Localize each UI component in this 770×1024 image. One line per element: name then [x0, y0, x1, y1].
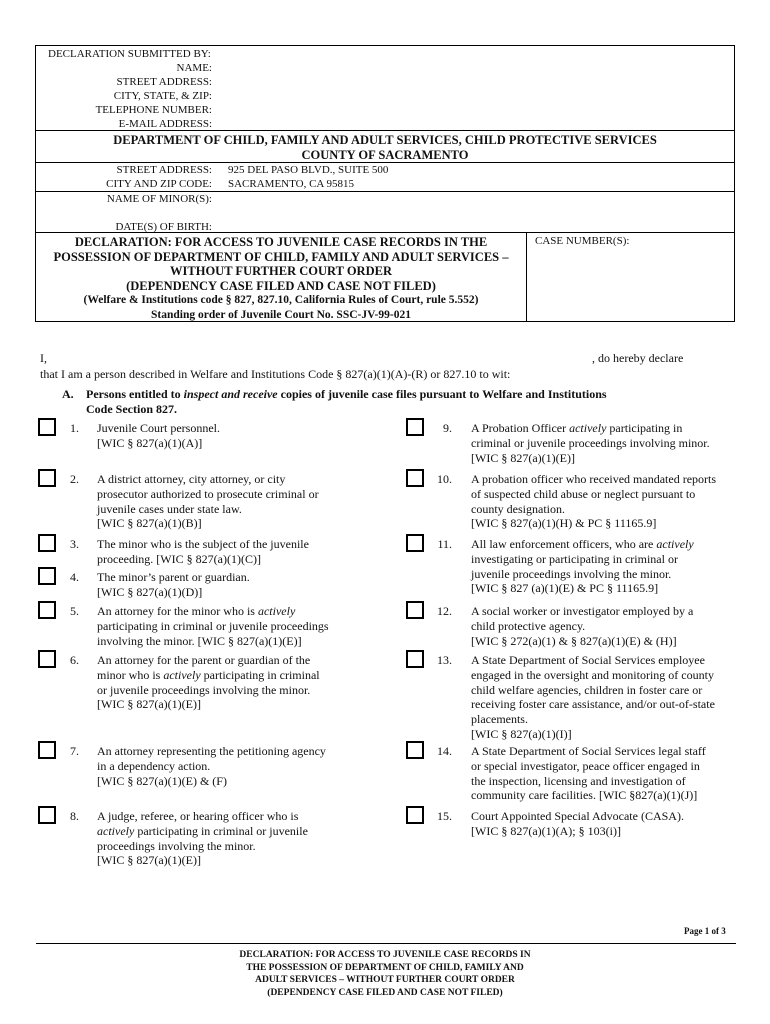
item-line: proceedings involving the minor.: [97, 838, 256, 853]
item-line: prosecutor authorized to prosecute criminal or: [97, 486, 319, 501]
item-line: participating in criminal or juvenile proceedings: [97, 618, 329, 633]
email-label: E-MAIL ADDRESS:: [118, 118, 212, 130]
footer-line: DECLARATION: FOR ACCESS TO JUVENILE CASE RECORDS IN: [239, 950, 531, 960]
item-line: [WIC § 827(a)(1)(I)]: [471, 726, 572, 741]
item-line: [WIC § 827(a)(1)(B)]: [97, 516, 202, 531]
section-a-letter: A.: [62, 387, 74, 401]
page-number: Page 1 of 3: [684, 926, 726, 936]
item-2-checkbox[interactable]: [38, 469, 56, 487]
county-name: COUNTY OF SACRAMENTO: [301, 148, 469, 162]
item-line: in a dependency action.: [97, 758, 211, 773]
item-number: 1.: [70, 421, 79, 435]
item-line: An attorney for the minor who is actively: [97, 604, 296, 618]
item-line: county designation.: [471, 501, 565, 516]
item-number: 15.: [437, 809, 452, 823]
item-5-text: [97, 604, 347, 648]
form-title: [36, 233, 527, 322]
item-number: 9.: [443, 421, 452, 435]
title-line: POSSESSION OF DEPARTMENT OF CHILD, FAMILY AND ADULT SERVICES –: [53, 249, 509, 264]
item-number: 12.: [437, 604, 452, 618]
name-label: NAME:: [176, 62, 212, 74]
item-line: A social worker or investigator employed by a: [471, 604, 694, 618]
item-number: 3.: [70, 537, 79, 551]
item-line: juvenile cases under state law.: [97, 501, 242, 516]
divider: [36, 162, 734, 163]
item-line: child welfare agencies, children in foster care or: [471, 682, 703, 697]
dept-street-value: 925 DEL PASO BLVD., SUITE 500: [228, 164, 389, 176]
department-name: DEPARTMENT OF CHILD, FAMILY AND ADULT SERVICES, CHILD PROTECTIVE SERVICES: [113, 133, 657, 147]
item-line: A district attorney, city attorney, or city: [97, 472, 286, 486]
footer-divider: [36, 943, 736, 944]
declaration-statement: that I am a person described in Welfare and Institutions Code § 827(a)(1)(A)-(R) or 827.10 to wit:: [40, 367, 511, 381]
item-line: A State Department of Social Services legal staff: [471, 744, 706, 758]
submitted-by-label: DECLARATION SUBMITTED BY:: [48, 48, 211, 60]
minor-name-label: NAME OF MINOR(S):: [106, 193, 212, 205]
item-number: 4.: [70, 570, 79, 584]
item-line: [WIC § 827(a)(1)(H) & PC § 11165.9]: [471, 516, 657, 531]
item-line: [WIC § 827(a)(1)(E)]: [97, 697, 201, 712]
item-line: An attorney representing the petitioning agency: [97, 744, 326, 758]
item-15-text: [471, 809, 736, 839]
item-15-checkbox[interactable]: [406, 806, 424, 824]
item-line: [WIC § 827(a)(1)(A); § 103(i)]: [471, 823, 621, 838]
item-line: Juvenile Court personnel.: [97, 421, 220, 435]
item-line: [WIC § 272(a)(1) & § 827(a)(1)(E) & (H)]: [471, 633, 677, 648]
item-number: 14.: [437, 744, 452, 758]
item-11-text: [471, 537, 736, 596]
item-14-text: [471, 744, 736, 803]
section-a-heading-line2: Code Section 827.: [86, 402, 177, 416]
item-7-checkbox[interactable]: [38, 741, 56, 759]
item-line: investigating or participating in criminal or: [471, 551, 678, 566]
item-5-checkbox[interactable]: [38, 601, 56, 619]
section-a-pre: Persons entitled to: [86, 387, 181, 401]
item-7-text: [97, 744, 347, 788]
title-line: (DEPENDENCY CASE FILED AND CASE NOT FILED): [126, 278, 436, 293]
item-1-checkbox[interactable]: [38, 418, 56, 436]
title-line: Standing order of Juvenile Court No. SSC-JV-99-021: [151, 308, 411, 321]
item-1-text: [97, 421, 347, 451]
item-13-text: [471, 653, 736, 742]
item-9-text: [471, 421, 736, 465]
divider: [36, 191, 734, 192]
item-12-text: [471, 604, 736, 648]
footer-line: ADULT SERVICES – WITHOUT FURTHER COURT ORDER: [255, 975, 515, 985]
item-10-text: [471, 472, 736, 531]
item-8-text: [97, 809, 347, 868]
item-line: engaged in the oversight and monitoring of county: [471, 667, 714, 682]
item-line: A probation officer who received mandated reports: [471, 472, 717, 486]
section-a-emphasis: inspect and receive: [183, 387, 278, 401]
dob-label: DATE(S) OF BIRTH:: [115, 221, 212, 233]
item-4-text: [97, 570, 347, 600]
item-line: receiving foster care assistance, and/or out-of-state: [471, 697, 715, 712]
item-line: A Probation Officer actively participating in: [471, 421, 683, 435]
item-10-checkbox[interactable]: [406, 469, 424, 487]
item-3-checkbox[interactable]: [38, 534, 56, 552]
item-12-checkbox[interactable]: [406, 601, 424, 619]
divider: [36, 130, 734, 131]
item-line: The minor who is the subject of the juvenile: [97, 537, 309, 551]
item-line: A judge, referee, or hearing officer who is: [97, 809, 299, 823]
item-number: 13.: [437, 653, 452, 667]
item-number: 8.: [70, 809, 79, 823]
item-line: The minor’s parent or guardian.: [97, 570, 250, 584]
item-13-checkbox[interactable]: [406, 650, 424, 668]
item-line: minor who is actively participating in criminal: [97, 667, 320, 682]
item-line: [WIC § 827(a)(1)(E)]: [97, 853, 201, 868]
item-line: [WIC § 827(a)(1)(E)]: [471, 450, 575, 465]
footer-line: THE POSSESSION OF DEPARTMENT OF CHILD, FAMILY AND: [246, 962, 524, 973]
item-line: or special investigator, peace officer engaged in: [471, 758, 700, 773]
item-line: of suspected child abuse or neglect pursuant to: [471, 486, 696, 501]
item-line: placements.: [471, 712, 528, 727]
item-line: community care facilities. [WIC §827(a)(1)(J)]: [471, 788, 698, 803]
item-line: [WIC § 827(a)(1)(E) & (F): [97, 773, 227, 788]
item-number: 7.: [70, 744, 79, 758]
section-a-post: copies of juvenile case files pursuant to Welfare and Institutions: [280, 387, 607, 401]
item-line: proceeding. [WIC § 827(a)(1)(C)]: [97, 551, 261, 566]
item-number: 11.: [437, 537, 452, 551]
title-line: (Welfare & Institutions code § 827, 827.10, California Rules of Court, rule 5.552): [83, 294, 479, 306]
item-line: or juvenile proceedings involving the minor.: [97, 682, 311, 697]
footer-line: (DEPENDENCY CASE FILED AND CASE NOT FILED): [267, 987, 503, 998]
item-line: the inspection, licensing and investigation of: [471, 773, 686, 788]
item-line: Court Appointed Special Advocate (CASA).: [471, 809, 684, 823]
item-line: A State Department of Social Services employee: [471, 653, 705, 667]
street-address-label: STREET ADDRESS:: [116, 76, 212, 88]
title-line: DECLARATION: FOR ACCESS TO JUVENILE CASE RECORDS IN THE: [74, 235, 488, 249]
section-a-heading: [86, 387, 726, 402]
item-line: [WIC § 827 (a)(1)(E) & PC § 11165.9]: [471, 581, 659, 596]
item-line: All law enforcement officers, who are actively: [471, 537, 694, 551]
item-line: An attorney for the parent or guardian of the: [97, 653, 311, 667]
dept-city-label: CITY AND ZIP CODE:: [106, 178, 212, 190]
item-6-text: [97, 653, 347, 712]
item-14-checkbox[interactable]: [406, 741, 424, 759]
item-6-checkbox[interactable]: [38, 650, 56, 668]
item-3-text: [97, 537, 347, 567]
item-2-text: [97, 472, 347, 531]
item-11-checkbox[interactable]: [406, 534, 424, 552]
hereby-declare: , do hereby declare: [592, 351, 684, 365]
item-line: child protective agency.: [471, 618, 586, 633]
city-state-zip-label: CITY, STATE, & ZIP:: [113, 90, 212, 102]
dept-city-value: SACRAMENTO, CA 95815: [228, 178, 355, 190]
item-9-checkbox[interactable]: [406, 418, 424, 436]
item-8-checkbox[interactable]: [38, 806, 56, 824]
item-number: 10.: [437, 472, 452, 486]
item-line: actively participating in criminal or juvenile: [97, 823, 308, 838]
item-line: juvenile proceedings involving the minor.: [471, 566, 672, 581]
item-line: [WIC § 827(a)(1)(A)]: [97, 435, 203, 450]
title-line: WITHOUT FURTHER COURT ORDER: [170, 264, 392, 278]
telephone-label: TELEPHONE NUMBER:: [95, 104, 212, 116]
footer-title: [160, 949, 610, 999]
item-4-checkbox[interactable]: [38, 567, 56, 585]
item-number: 5.: [70, 604, 79, 618]
case-number-label: CASE NUMBER(S):: [535, 235, 630, 247]
item-line: involving the minor. [WIC § 827(a)(1)(E)]: [97, 633, 302, 648]
declarant-i: I,: [40, 351, 47, 365]
item-line: criminal or juvenile proceedings involving minor.: [471, 435, 710, 450]
dept-street-label: STREET ADDRESS:: [116, 164, 212, 176]
item-number: 2.: [70, 472, 79, 486]
item-line: [WIC § 827(a)(1)(D)]: [97, 584, 203, 599]
header-box: [35, 45, 735, 322]
item-number: 6.: [70, 653, 79, 667]
